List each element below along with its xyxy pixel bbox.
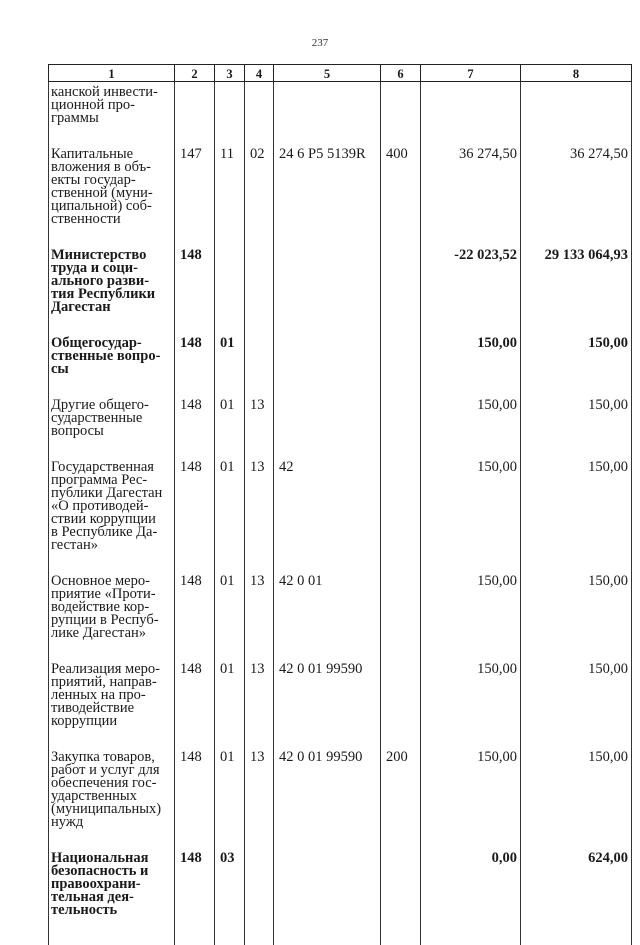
row-name-cell: Капитальные вложения в объ- екты государ- ственной (муни- ципальной) соб- ственности [49,141,175,242]
expense-type-cell [381,454,421,568]
change-amount-cell: 150,00 [421,392,521,454]
expense-type-cell: 200 [381,744,421,845]
column-header: 6 [381,65,421,82]
row-name-cell: Общегосудар- ственные вопро- сы [49,330,175,392]
expense-type-cell [381,845,421,945]
total-amount-cell: 150,00 [521,392,632,454]
change-amount-cell: 150,00 [421,330,521,392]
subsection-cell: 13 [245,454,274,568]
total-amount-cell: 36 274,50 [521,141,632,242]
table-row [49,845,632,945]
change-amount-cell: 36 274,50 [421,141,521,242]
column-header-row [49,65,632,82]
table-row [49,242,632,330]
table-row [49,330,632,392]
expense-type-cell [381,568,421,656]
column-header: 4 [245,65,274,82]
table-row [49,744,632,845]
code-cell: 148 [175,656,215,744]
total-amount-cell [521,82,632,142]
total-amount-cell: 150,00 [521,744,632,845]
subsection-cell: 02 [245,141,274,242]
total-amount-cell: 150,00 [521,330,632,392]
section-cell [215,82,245,142]
expense-type-cell [381,656,421,744]
total-amount-cell: 150,00 [521,568,632,656]
change-amount-cell: 150,00 [421,656,521,744]
page-number: 237 [311,37,329,49]
subsection-cell: 13 [245,568,274,656]
total-amount-cell: 150,00 [521,656,632,744]
target-article-cell: 24 6 P5 5139R [274,141,381,242]
change-amount-cell: 150,00 [421,454,521,568]
row-name-cell: Реализация меро- приятий, направ- ленных на про- тиводействие коррупции [49,656,175,744]
target-article-cell [274,242,381,330]
change-amount-cell [421,82,521,142]
column-header: 3 [215,65,245,82]
total-amount-cell: 150,00 [521,454,632,568]
row-name-cell: Закупка товаров, работ и услуг для обеспечения гос- ударственных (муниципальных) нужд [49,744,175,845]
target-article-cell [274,845,381,945]
row-name-cell: Национальная безопасность и правоохрани- тельная дея- тельность [49,845,175,945]
subsection-cell [245,82,274,142]
expense-type-cell [381,392,421,454]
row-name-cell: Другие общего- сударственные вопросы [49,392,175,454]
change-amount-cell: 150,00 [421,568,521,656]
code-cell: 148 [175,845,215,945]
expense-type-cell [381,242,421,330]
code-cell: 148 [175,242,215,330]
table-row [49,82,632,142]
subsection-cell [245,330,274,392]
subsection-cell [245,242,274,330]
expense-type-cell [381,330,421,392]
total-amount-cell: 624,00 [521,845,632,945]
section-cell: 01 [215,392,245,454]
row-name-cell: Основное меро- приятие «Проти- водействие кор- рупции в Респуб- лике Дагестан» [49,568,175,656]
column-header: 7 [421,65,521,82]
budget-table [48,64,632,945]
code-cell: 148 [175,744,215,845]
code-cell: 148 [175,392,215,454]
target-article-cell: 42 0 01 [274,568,381,656]
table-row [49,454,632,568]
target-article-cell: 42 0 01 99590 [274,744,381,845]
table-row [49,392,632,454]
row-name-cell: канской инвести- ционной про- граммы [49,82,175,142]
code-cell: 148 [175,454,215,568]
section-cell: 11 [215,141,245,242]
change-amount-cell: -22 023,52 [421,242,521,330]
section-cell: 01 [215,454,245,568]
subsection-cell: 13 [245,744,274,845]
row-name-cell: Министерство труда и соци- ального разви- тия Республики Дагестан [49,242,175,330]
code-cell: 148 [175,330,215,392]
target-article-cell [274,82,381,142]
column-header: 8 [521,65,632,82]
code-cell: 148 [175,568,215,656]
code-cell [175,82,215,142]
change-amount-cell: 150,00 [421,744,521,845]
total-amount-cell: 29 133 064,93 [521,242,632,330]
target-article-cell [274,330,381,392]
section-cell: 01 [215,568,245,656]
section-cell: 01 [215,330,245,392]
target-article-cell [274,392,381,454]
subsection-cell: 13 [245,656,274,744]
section-cell: 01 [215,656,245,744]
subsection-cell [245,845,274,945]
row-name-cell: Государственная программа Рес- публики Дагестан «О противодей- ствии коррупции в Республике Да- гестан» [49,454,175,568]
table-row [49,656,632,744]
expense-type-cell: 400 [381,141,421,242]
table-row [49,568,632,656]
target-article-cell: 42 0 01 99590 [274,656,381,744]
table-row [49,141,632,242]
change-amount-cell: 0,00 [421,845,521,945]
column-header: 2 [175,65,215,82]
column-header: 1 [49,65,175,82]
subsection-cell: 13 [245,392,274,454]
code-cell: 147 [175,141,215,242]
target-article-cell: 42 [274,454,381,568]
section-cell: 03 [215,845,245,945]
column-header: 5 [274,65,381,82]
expense-type-cell [381,82,421,142]
section-cell: 01 [215,744,245,845]
section-cell [215,242,245,330]
